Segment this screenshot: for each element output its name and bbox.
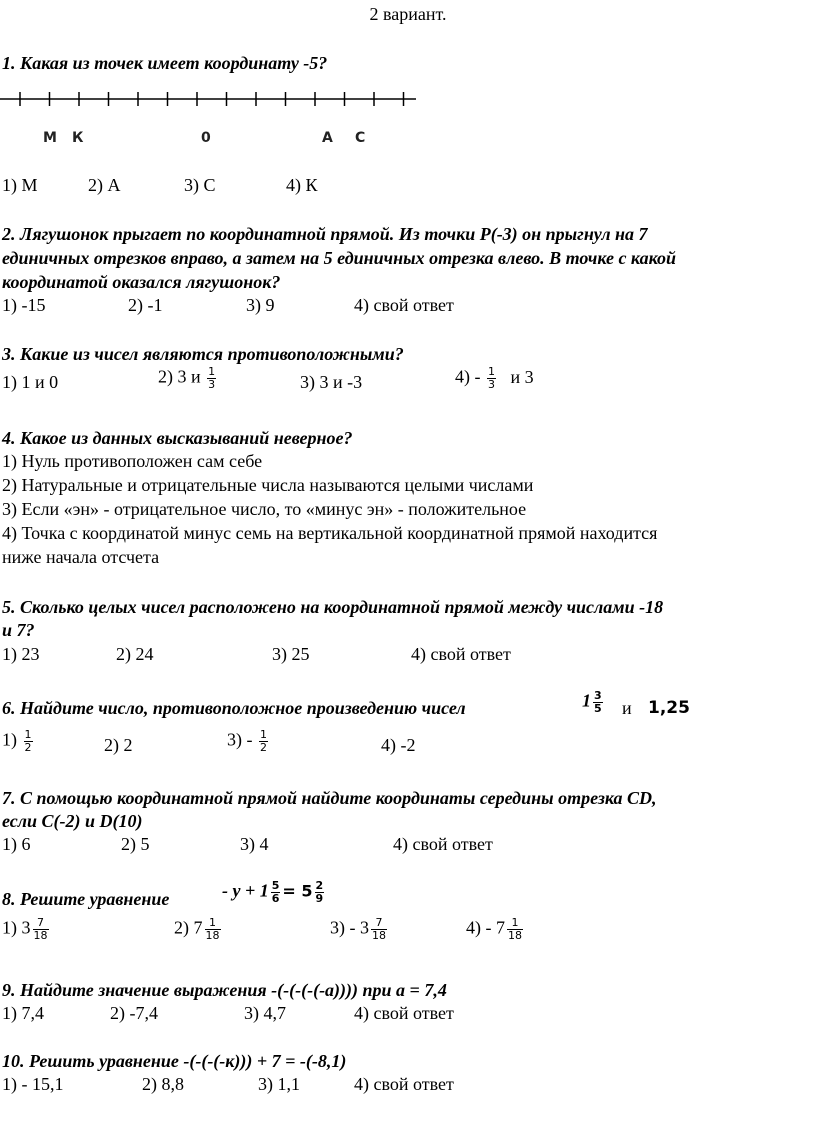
q8-option-1-label: 1) 3	[2, 917, 31, 938]
fraction-denominator: 2	[260, 741, 267, 754]
q10-option-3: 3) 1,1	[258, 1074, 300, 1094]
question-2-line-3: координатой оказался лягушонок?	[2, 272, 281, 292]
q5-option-1: 1) 23	[2, 644, 40, 664]
fraction-one-half	[259, 729, 268, 754]
q9-option-3: 3) 4,7	[244, 1003, 286, 1023]
q1-option-2: 2) А	[88, 175, 121, 195]
q8-option-1	[2, 917, 51, 942]
q10-option-1: 1) - 15,1	[2, 1074, 64, 1094]
q8-option-2	[174, 917, 223, 942]
q8-option-4	[466, 917, 525, 942]
q8-option-3	[330, 917, 389, 942]
fraction-denominator: 18	[205, 929, 220, 942]
question-10-text: 10. Решить уравнение -(-(-(-к))) + 7 = -(-8,1)	[2, 1051, 347, 1071]
q8-option-2-label: 2) 7	[174, 917, 203, 938]
q6-option-1	[2, 729, 35, 754]
q10-option-4: 4) свой ответ	[354, 1074, 454, 1094]
fraction-numerator: 7	[371, 917, 387, 930]
q7-option-1: 1) 6	[2, 834, 31, 854]
q2-option-3: 3) 9	[246, 295, 275, 315]
number-line	[0, 84, 420, 114]
fraction-one-third	[487, 366, 496, 391]
q6-conjunction: и	[622, 698, 632, 718]
fraction-two-ninths	[315, 880, 325, 905]
fraction-numerator: 5	[271, 879, 280, 892]
fraction-numerator: 1	[488, 365, 495, 378]
q9-option-1: 1) 7,4	[2, 1003, 44, 1023]
q3-option-4-suffix: и 3	[510, 366, 534, 387]
point-label-c: С	[355, 130, 366, 146]
q7-option-4: 4) свой ответ	[393, 834, 493, 854]
q3-option-4	[455, 366, 534, 391]
q3-option-4-prefix: 4) -	[455, 366, 481, 387]
q9-option-4: 4) свой ответ	[354, 1003, 454, 1023]
q6-mixed-number	[582, 690, 605, 715]
q6-option-3-label: 3) -	[227, 729, 253, 750]
fraction-seven-eighteenths	[33, 917, 49, 942]
fraction-denominator: 18	[372, 929, 386, 942]
point-label-zero: 0	[201, 130, 211, 146]
point-label-k: К	[72, 130, 84, 146]
fraction-denominator: 5	[594, 702, 602, 715]
question-5-line-2: и 7?	[2, 620, 35, 640]
q3-option-3: 3) 3 и -3	[300, 372, 363, 392]
q8-option-4-label: 4) - 7	[466, 917, 505, 938]
q4-line-2: 2) Натуральные и отрицательные числа называются целыми числами	[2, 475, 534, 495]
q5-option-2: 2) 24	[116, 644, 154, 664]
q6-option-2: 2) 2	[104, 735, 133, 755]
q8-eq-left: - у + 1	[222, 880, 269, 901]
q1-option-1: 1) М	[2, 175, 38, 195]
fraction-denominator: 18	[33, 929, 48, 942]
point-label-m: М	[43, 130, 57, 146]
q1-option-3: 3) С	[184, 175, 216, 195]
q6-option-1-label: 1)	[2, 729, 17, 750]
fraction-seven-eighteenths	[371, 917, 387, 942]
fraction-denominator: 18	[508, 929, 522, 942]
fraction-denominator: 3	[488, 378, 495, 391]
q8-eq-mid: = 5	[282, 881, 313, 901]
fraction-one-half	[24, 729, 33, 754]
question-3-text: 3. Какие из чисел являются противоположными?	[2, 344, 404, 364]
question-7-line-2: если C(-2) и D(10)	[2, 811, 143, 831]
point-label-a: А	[322, 130, 333, 146]
fraction-numerator: 1	[507, 917, 523, 930]
question-4-text: 4. Какое из данных высказываний неверное?	[2, 428, 353, 448]
fraction-denominator: 6	[271, 892, 280, 905]
question-7-line-1: 7. С помощью координатной прямой найдите координаты середины отрезка CD,	[2, 788, 657, 808]
fraction-numerator: 1	[208, 365, 216, 378]
q6-option-3	[227, 729, 270, 754]
q5-option-3: 3) 25	[272, 644, 310, 664]
q2-option-1: 1) -15	[2, 295, 46, 315]
fraction-one-eighteenth	[507, 917, 523, 942]
question-9-text: 9. Найдите значение выражения -(-(-(-(-а)))) при а = 7,4	[2, 980, 447, 1000]
variant-title: 2 вариант.	[369, 4, 447, 24]
question-6-text: 6. Найдите число, противоположное произведению чисел	[2, 698, 466, 718]
q3-option-2	[158, 366, 218, 391]
fraction-numerator: 1	[24, 728, 32, 741]
question-8-text: 8. Решите уравнение	[2, 889, 170, 909]
question-5-line-1: 5. Сколько целых чисел расположено на координатной прямой между числами -18	[2, 597, 664, 617]
fraction-numerator: 1	[205, 917, 221, 930]
q7-option-3: 3) 4	[240, 834, 269, 854]
q1-option-4: 4) К	[286, 175, 318, 195]
q6-option-4: 4) -2	[381, 735, 416, 755]
q10-option-2: 2) 8,8	[142, 1074, 184, 1094]
q4-line-5: ниже начала отсчета	[2, 547, 160, 567]
fraction-three-fifths	[593, 690, 603, 715]
q8-option-3-label: 3) - 3	[330, 917, 369, 938]
q3-option-1: 1) 1 и 0	[2, 372, 59, 392]
q6-second-number: 1,25	[648, 698, 690, 718]
q8-equation	[222, 880, 326, 905]
fraction-denominator: 2	[24, 741, 32, 754]
q5-option-4: 4) свой ответ	[411, 644, 511, 664]
fraction-one-eighteenth	[205, 917, 221, 942]
q3-option-2-text: 2) 3 и	[158, 366, 201, 387]
fraction-five-sixths	[271, 880, 281, 905]
q2-option-2: 2) -1	[128, 295, 163, 315]
fraction-denominator: 3	[208, 378, 216, 391]
fraction-denominator: 9	[315, 892, 324, 905]
fraction-one-third	[207, 366, 216, 391]
question-1-text: 1. Какая из точек имеет координату -5?	[2, 53, 328, 73]
q6-int-part: 1	[582, 690, 591, 711]
fraction-numerator: 7	[33, 917, 49, 930]
q4-line-1: 1) Нуль противоположен сам себе	[2, 451, 263, 471]
fraction-numerator: 1	[260, 728, 267, 741]
q7-option-2: 2) 5	[121, 834, 150, 854]
fraction-numerator: 2	[315, 879, 324, 892]
q4-line-3: 3) Если «эн» - отрицательное число, то «минус эн» - положительное	[2, 499, 527, 519]
fraction-numerator: 3	[594, 689, 602, 702]
q9-option-2: 2) -7,4	[110, 1003, 158, 1023]
q2-option-4: 4) свой ответ	[354, 295, 454, 315]
question-2-line-2: единичных отрезков вправо, а затем на 5 единичных отрезка влево. В точке с какой	[2, 248, 677, 268]
question-2-line-1: 2. Лягушонок прыгает по координатной прямой. Из точки Р(-3) он прыгнул на 7	[2, 224, 648, 244]
q4-line-4: 4) Точка с координатой минус семь на вертикальной координатной прямой находится	[2, 523, 658, 543]
